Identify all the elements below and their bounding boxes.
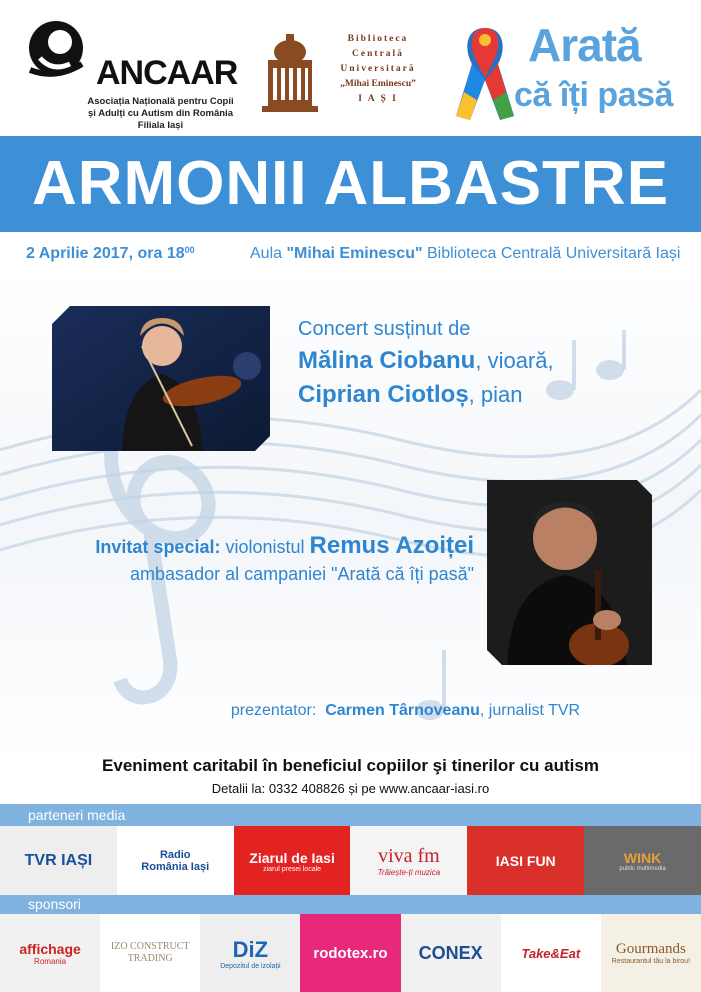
venue-post: Biblioteca Centrală Universitară Iași xyxy=(422,245,681,262)
partner-name-group xyxy=(619,850,665,872)
bcu-line: Universitară xyxy=(340,64,416,74)
sponsor-name: affichage xyxy=(19,940,81,957)
campaign-logo xyxy=(450,18,690,128)
sponsor-name-group xyxy=(612,941,690,965)
concert-intro: Concert susținut de xyxy=(298,318,471,340)
media-partners-label: parteneri media xyxy=(0,804,701,826)
concert-info xyxy=(298,318,554,409)
ancaar-logo xyxy=(26,18,238,131)
event-title: ARMONII ALBASTRE xyxy=(31,149,670,218)
sponsor-rodotex[interactable] xyxy=(300,914,400,992)
event-date xyxy=(26,245,195,263)
partner-name: WINK xyxy=(623,850,662,866)
campaign-title: Arată xyxy=(528,19,641,71)
bcu-line: Centrală xyxy=(352,49,404,59)
venue-pre: Aula xyxy=(250,245,287,262)
sponsor-name: Gourmands xyxy=(615,941,686,957)
performer-2-role: , pian xyxy=(468,382,523,407)
partner-name: TVR IAȘI xyxy=(24,852,93,869)
partner-tagline: ziarul presei locale xyxy=(263,865,322,873)
library-building-icon xyxy=(262,30,318,116)
event-time-sup: 00 xyxy=(184,245,195,255)
ancaar-emblem-icon xyxy=(26,18,96,98)
partner-name-group xyxy=(249,850,335,873)
sponsors-label: sponsori xyxy=(0,895,701,914)
partner-iasi-fun[interactable] xyxy=(467,826,584,896)
sponsor-name: DiZ xyxy=(232,936,269,962)
sponsor-name: IZO CONSTRUCT TRADING xyxy=(110,941,190,964)
sponsor-name: rodotex.ro xyxy=(313,944,388,962)
sponsor-diz[interactable] xyxy=(200,914,300,992)
guest-photo xyxy=(487,480,652,665)
presenter-label: prezentator: xyxy=(230,702,317,719)
performer-1-name: Mălina Ciobanu xyxy=(298,347,476,374)
partner-name: Ziarul de Iasi xyxy=(249,849,335,866)
puzzle-ribbon-icon xyxy=(450,20,520,125)
presenter-name: Carmen Târnoveanu xyxy=(325,702,480,719)
partner-name: IASI FUN xyxy=(495,853,556,869)
event-venue xyxy=(250,245,680,263)
partner-tvr-iasi[interactable] xyxy=(0,826,117,896)
bcu-name xyxy=(328,32,428,107)
guest-name: Remus Azoiței xyxy=(309,532,474,559)
sponsor-name-group xyxy=(19,941,80,966)
charity-notice: Eveniment caritabil în beneficiul copiilor şi tinerilor cu autism xyxy=(102,756,599,775)
bcu-line: Biblioteca xyxy=(347,34,409,44)
partner-wink[interactable] xyxy=(584,826,701,896)
sponsor-sub: Romania xyxy=(34,956,67,966)
sponsor-conex[interactable] xyxy=(401,914,501,992)
partner-name: Radio România Iași xyxy=(141,849,210,873)
guest-info xyxy=(54,532,474,585)
partner-tagline: public multimedia xyxy=(619,866,666,872)
guest-line-1 xyxy=(54,532,474,560)
performer-1 xyxy=(298,347,554,375)
contact-details: Detalii la: 0332 408826 și pe www.ancaar-iasi.ro xyxy=(211,781,490,796)
performer-2-name: Ciprian Ciotloș xyxy=(298,381,469,408)
partner-ziarul-de-iasi[interactable] xyxy=(234,826,351,896)
sponsor-take-eat[interactable] xyxy=(501,914,601,992)
bcu-logo xyxy=(262,26,432,116)
sponsor-affichage[interactable] xyxy=(0,914,100,992)
sponsor-sub: Depozitul de izolații xyxy=(220,962,281,970)
sponsor-izo-construct[interactable] xyxy=(100,914,200,992)
ancaar-sub-line: Filiala Iași xyxy=(137,120,184,131)
violinist-photo xyxy=(52,306,270,451)
partner-name: viva fm xyxy=(378,845,440,867)
performer-1-role: , vioară, xyxy=(475,348,554,373)
media-partners-row xyxy=(0,826,701,896)
ancaar-subtitle xyxy=(78,96,243,132)
partner-radio-romania-iasi[interactable] xyxy=(117,826,234,896)
sponsors-row xyxy=(0,914,701,992)
partner-viva-fm[interactable] xyxy=(350,826,467,896)
campaign-subtitle: că îți pasă xyxy=(514,76,673,114)
guest-line-2: ambasador al campaniei "Arată că îți pasă" xyxy=(130,564,474,584)
ancaar-sub-line: și Adulți cu Autism din România xyxy=(88,108,233,119)
sponsor-gourmands[interactable] xyxy=(601,914,701,992)
sponsor-name-group xyxy=(220,937,280,970)
performer-2 xyxy=(298,381,554,409)
sponsor-name: CONEX xyxy=(418,942,483,963)
partner-name-group xyxy=(378,845,441,877)
sponsor-name: Take&Eat xyxy=(521,945,581,961)
venue-hall: "Mihai Eminescu" xyxy=(286,245,423,262)
bcu-line: I A Ș I xyxy=(358,94,398,104)
bcu-line: „Mihai Eminescu” xyxy=(340,79,416,89)
presenter-info xyxy=(0,702,701,720)
guest-pre: violonistul xyxy=(220,537,310,557)
partner-tagline: Trăiește-ți muzica xyxy=(377,868,441,877)
sponsor-sub: Restaurantul tău la birou! xyxy=(611,958,691,965)
ancaar-sub-line: Asociația Națională pentru Copii xyxy=(87,96,234,107)
ancaar-name: ANCAAR xyxy=(96,54,238,92)
presenter-role: , jurnalist TVR xyxy=(479,702,581,719)
event-date-text: 2 Aprilie 2017, ora 18 xyxy=(26,245,185,262)
guest-lead: Invitat special: xyxy=(95,537,221,557)
